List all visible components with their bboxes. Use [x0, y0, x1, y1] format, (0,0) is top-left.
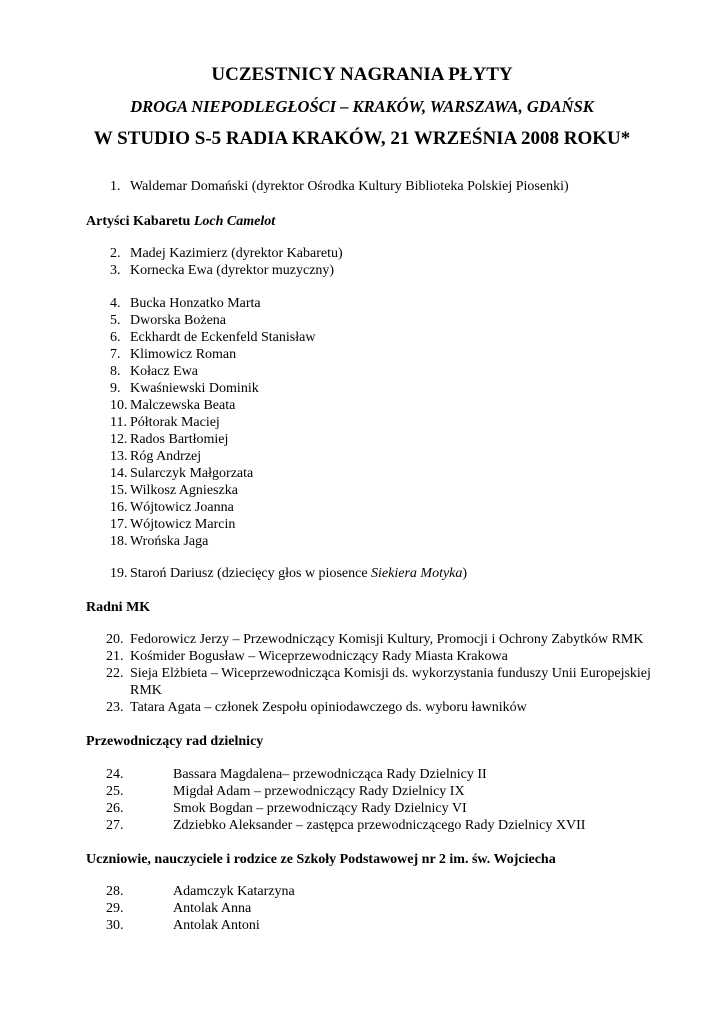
- list-number: 16.: [110, 500, 128, 515]
- list-item-text: Madej Kazimierz (dyrektor Kabaretu): [130, 246, 343, 261]
- list-item-text: Kośmider Bogusław – Wiceprzewodniczący Rady Miasta Krakowa: [130, 649, 508, 664]
- list-number: 11.: [110, 415, 127, 430]
- list-number: 27.: [106, 818, 124, 833]
- list-item-text-part: Staroń Dariusz (dziecięcy głos w piosence: [130, 566, 372, 581]
- list-number: 13.: [110, 449, 128, 464]
- list-number: 23.: [106, 700, 124, 715]
- list-item-text: Kołacz Ewa: [130, 364, 199, 379]
- list-item-text: Fedorowicz Jerzy – Przewodniczący Komisji Kultury, Promocji i Ochrony Zabytków RMK: [130, 632, 644, 647]
- list-item-text: [130, 566, 467, 582]
- list-item-text: Zdziebko Aleksander – zastępca przewodniczącego Rady Dzielnicy XVII: [173, 818, 586, 833]
- list-number: 18.: [110, 534, 128, 549]
- list-item-text: Waldemar Domański (dyrektor Ośrodka Kultury Biblioteka Polskiej Piosenki): [130, 179, 569, 194]
- list-number: 5.: [110, 313, 121, 328]
- list-item-text-continuation: RMK: [130, 683, 162, 698]
- section-heading-italic: Loch Camelot: [193, 214, 276, 229]
- list-number: 2.: [110, 246, 121, 261]
- list-number: 4.: [110, 296, 121, 311]
- list-number: 26.: [106, 801, 124, 816]
- list-item-text: Kornecka Ewa (dyrektor muzyczny): [130, 263, 335, 278]
- list-item-text: Bassara Magdalena– przewodnicząca Rady Dzielnicy II: [173, 767, 487, 782]
- list-number: 28.: [106, 884, 124, 899]
- list-item-text: Półtorak Maciej: [130, 415, 220, 430]
- list-number: 21.: [106, 649, 124, 664]
- list-number: 24.: [106, 767, 124, 782]
- section-heading-radni: Radni MK: [86, 600, 151, 615]
- list-number: 17.: [110, 517, 128, 532]
- section-heading-kabaret: [86, 214, 275, 230]
- list-item-text-part: ): [462, 566, 468, 581]
- list-number: 19.: [110, 566, 128, 581]
- list-item-text: Adamczyk Katarzyna: [173, 884, 295, 899]
- list-item-text: Sieja Elżbieta – Wiceprzewodnicząca Komisji ds. wykorzystania funduszy Unii Europejskiej: [130, 666, 651, 681]
- list-number: 14.: [110, 466, 128, 481]
- list-number: 25.: [106, 784, 124, 799]
- list-item-text: Kwaśniewski Dominik: [130, 381, 259, 396]
- list-number: 8.: [110, 364, 121, 379]
- list-item-text: Migdał Adam – przewodniczący Rady Dzielnicy IX: [173, 784, 465, 799]
- list-number: 9.: [110, 381, 121, 396]
- list-item-text: Tatara Agata – członek Zespołu opiniodawczego ds. wyboru ławników: [130, 700, 527, 715]
- list-number: 7.: [110, 347, 121, 362]
- list-item-text: Antolak Anna: [173, 901, 252, 916]
- list-number: 15.: [110, 483, 128, 498]
- document-title: UCZESTNICY NAGRANIA PŁYTY: [211, 64, 513, 85]
- list-item-text: Smok Bogdan – przewodniczący Rady Dzielnicy VI: [173, 801, 467, 816]
- album-subtitle: DROGA NIEPODLEGŁOŚCI – KRAKÓW, WARSZAWA, GDAŃSK: [130, 97, 594, 116]
- list-item-text: Klimowicz Roman: [130, 347, 237, 362]
- list-item-text: Rados Bartłomiej: [130, 432, 229, 447]
- list-number: 12.: [110, 432, 128, 447]
- list-number: 20.: [106, 632, 124, 647]
- list-item-text: Antolak Antoni: [173, 918, 260, 933]
- list-number: 10.: [110, 398, 128, 413]
- list-item-text: Róg Andrzej: [130, 449, 202, 464]
- song-title: Siekiera Motyka: [371, 566, 463, 581]
- section-heading-text: Artyści Kabaretu: [86, 214, 194, 229]
- list-item-text: Wilkosz Agnieszka: [130, 483, 238, 498]
- list-item-text: Wójtowicz Joanna: [130, 500, 234, 515]
- list-item-text: Malczewska Beata: [130, 398, 236, 413]
- list-item-text: Wrońska Jaga: [130, 534, 209, 549]
- list-number: 29.: [106, 901, 124, 916]
- list-item-text: Sularczyk Małgorzata: [130, 466, 254, 481]
- list-item-text: Wójtowicz Marcin: [130, 517, 236, 532]
- list-number: 22.: [106, 666, 124, 681]
- list-number: 3.: [110, 263, 121, 278]
- list-number: 30.: [106, 918, 124, 933]
- list-number: 6.: [110, 330, 121, 345]
- studio-line: W STUDIO S-5 RADIA KRAKÓW, 21 WRZEŚNIA 2008 ROKU*: [93, 128, 631, 149]
- section-heading-szkola: Uczniowie, nauczyciele i rodzice ze Szkoły Podstawowej nr 2 im. św. Wojciecha: [86, 852, 556, 867]
- list-item-text: Bucka Honzatko Marta: [130, 296, 261, 311]
- list-item-text: Dworska Bożena: [130, 313, 227, 328]
- list-number: 1.: [110, 179, 121, 194]
- section-heading-dzielnice: Przewodniczący rad dzielnicy: [86, 734, 264, 749]
- list-item-text: Eckhardt de Eckenfeld Stanisław: [130, 330, 316, 345]
